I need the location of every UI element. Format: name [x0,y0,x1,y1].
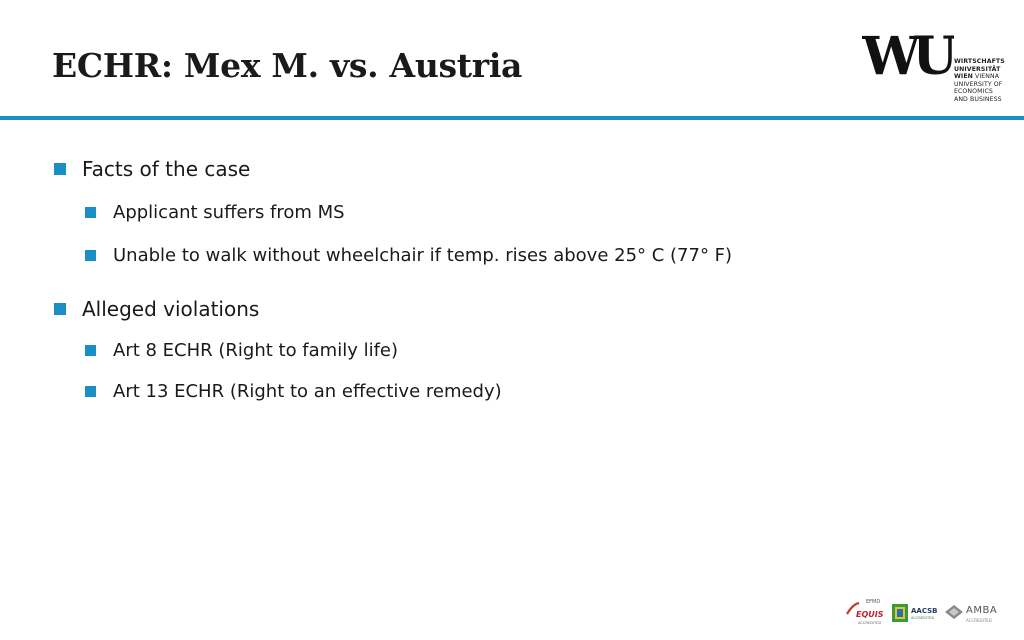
bullet-level2 [85,202,345,223]
bullet-text: Applicant suffers from MS [113,202,345,223]
bullet-text: Art 13 ECHR (Right to an effective remedy) [113,381,502,402]
bullet-text: Unable to walk without wheelchair if temp. rises above 25° C (77° F) [113,245,733,266]
logo-line: AND BUSINESS [954,95,1002,103]
bullet-level2 [85,340,398,361]
square-bullet-icon [85,207,96,218]
wu-logo-mark-text: WU [862,30,950,78]
square-bullet-icon [54,163,66,175]
equis-sub: ACCREDITED [858,621,882,625]
bullet-text: Facts of the case [82,157,251,181]
slide-title: ECHR: Mex M. vs. Austria [52,46,523,85]
logo-line: ECONOMICS [954,88,993,96]
logo-line: WIEN VIENNA [954,73,1000,81]
bullet-level1 [54,297,259,321]
logo-line: WIRTSCHAFTS [954,58,1005,65]
logo-line: UNIVERSITY OF [954,80,1003,88]
equis-logo [846,598,890,628]
square-bullet-icon [85,386,96,397]
header-divider [0,116,1024,120]
square-bullet-icon [85,250,96,261]
wu-logo-mark [862,30,954,78]
logo-line: UNIVERSITÄT [954,65,1001,73]
wu-logo-text [954,58,1005,104]
wu-logo [862,30,1005,104]
equis-main: EQUIS [856,610,884,619]
bullet-level2 [85,381,502,402]
bullet-level2 [85,245,732,266]
logo-line-bold: WIEN [954,73,973,81]
amba-diamond-icon [944,604,964,620]
square-bullet-icon [85,345,96,356]
equis-top: EFMD [866,599,881,605]
aacsb-emblem-icon [892,604,908,622]
aacsb-main: AACSB [911,607,938,615]
accreditation-logos [846,598,1018,628]
bullet-text: Alleged violations [82,297,260,321]
amba-sub: ACCREDITED [966,618,992,623]
amba-main: AMBA [966,605,998,616]
bullet-level1 [54,157,250,181]
amba-logo [944,598,1016,628]
aacsb-logo [892,598,940,628]
bullet-text: Art 8 ECHR (Right to family life) [113,340,399,361]
square-bullet-icon [54,303,66,315]
aacsb-sub: ACCREDITED [911,616,935,620]
